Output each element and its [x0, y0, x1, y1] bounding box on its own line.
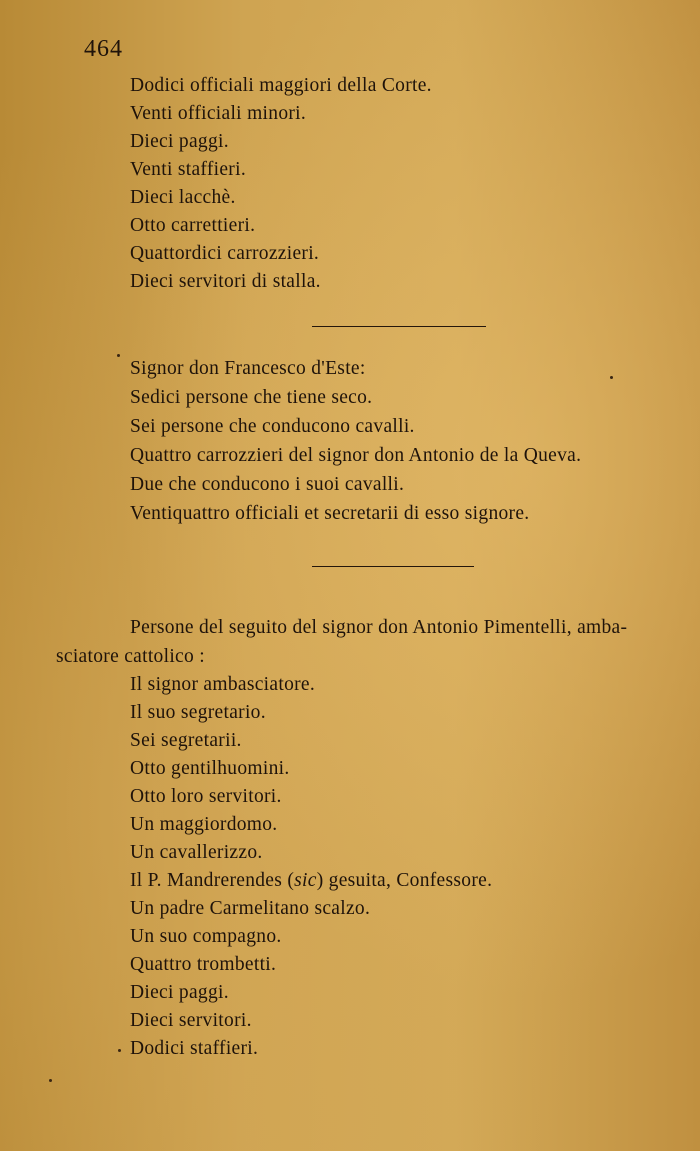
print-speck — [118, 1049, 121, 1052]
list-item: Dieci paggi. — [130, 982, 229, 1003]
list-item: Otto gentilhuomini. — [130, 758, 290, 779]
list-item: Quattordici carrozzieri. — [130, 243, 320, 264]
list-item: Un suo compagno. — [130, 926, 282, 947]
list-item: Dodici staffieri. — [130, 1038, 259, 1059]
list-item: Quattro trombetti. — [130, 954, 277, 975]
list-item: Dieci lacchè. — [130, 187, 236, 208]
list-item: Un padre Carmelitano scalzo. — [130, 898, 371, 919]
list-item: Un maggiordomo. — [130, 814, 278, 835]
print-speck — [610, 376, 613, 379]
list-item: Ventiquattro officiali et secretarii di esso signore. — [130, 503, 530, 524]
section-divider — [312, 326, 486, 327]
list-item: Otto loro servitori. — [130, 786, 282, 807]
list-item: Dieci servitori di stalla. — [130, 271, 321, 292]
list-item: Sei segretarii. — [130, 730, 242, 751]
list-item: Quattro carrozzieri del signor don Antonio de la Queva. — [130, 445, 582, 466]
paragraph-intro-continued: sciatore cattolico : — [56, 646, 205, 667]
list-heading: Signor don Francesco d'Este: — [130, 358, 366, 379]
list-item: Due che conducono i suoi cavalli. — [130, 474, 405, 495]
page-number: 464 — [84, 36, 123, 62]
print-speck — [49, 1079, 52, 1082]
confessor-suffix: ) gesuita, Confessore. — [316, 870, 493, 891]
list-item: Dodici officiali maggiori della Corte. — [130, 75, 432, 96]
list-item: Il suo segretario. — [130, 702, 266, 723]
list-item: Venti officiali minori. — [130, 103, 307, 124]
confessor-prefix: Il P. Mandrerendes ( — [130, 870, 295, 891]
list-item: Otto carrettieri. — [130, 215, 256, 236]
paragraph-intro: Persone del seguito del signor don Antonio Pimentelli, amba- — [130, 617, 628, 638]
list-item: Dieci paggi. — [130, 131, 229, 152]
list-item: Sedici persone che tiene seco. — [130, 387, 373, 408]
list-item: Dieci servitori. — [130, 1010, 252, 1031]
section-divider — [312, 566, 474, 567]
list-item: Un cavallerizzo. — [130, 842, 263, 863]
list-item-confessor — [130, 867, 492, 895]
print-speck — [117, 354, 120, 357]
list-item: Venti staffieri. — [130, 159, 246, 180]
sic-annotation: sic — [294, 870, 317, 891]
list-item: Sei persone che conducono cavalli. — [130, 416, 415, 437]
list-item: Il signor ambasciatore. — [130, 674, 316, 695]
